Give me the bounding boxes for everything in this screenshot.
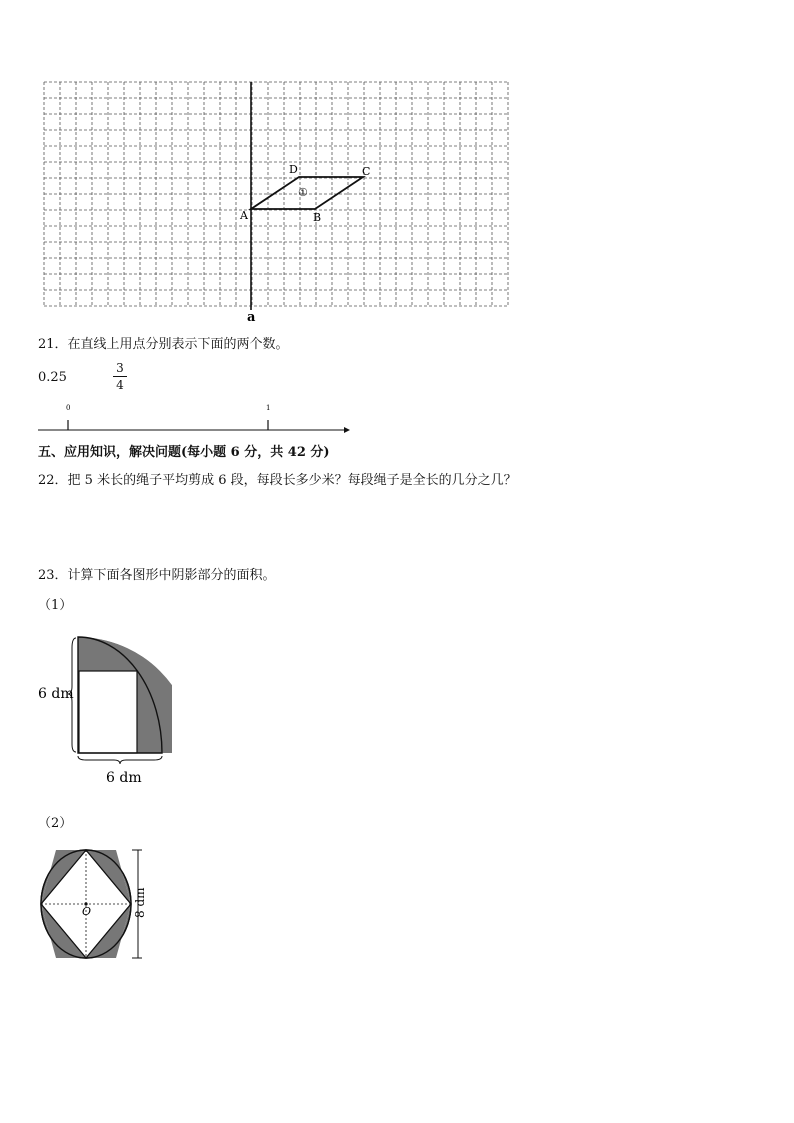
fig2-side-label: 8 dm [133,887,147,918]
grid-figure [40,78,512,322]
point-c-label: C [362,165,371,178]
number-line-arrow [344,427,350,433]
q21-fraction [113,361,127,392]
point-a-label: A [240,209,248,222]
q21-number-decimal: 0.25 [38,370,67,385]
q23-text: 23．计算下面各图形中阴影部分的面积。 [38,568,276,583]
fig1-bottom-label: 6 dm [106,770,142,786]
line-a-label: a [247,310,256,322]
number-line [36,400,352,436]
figure-2-circle [38,842,150,962]
inner-square [79,671,137,753]
q22-text: 22．把 5 米长的绳子平均剪成 6 段，每段长多少米？每段绳子是全长的几分之几？ [38,473,517,488]
section5-title: 五、应用知识，解决问题(每小题 6 分，共 42 分) [38,445,330,460]
q23-part1-label: （1） [38,598,73,613]
center-label: O [82,905,92,918]
tick-1-label: 1 [266,404,271,412]
fraction-numerator: 3 [116,361,124,375]
bottom-brace [78,756,162,764]
point-d-label: D [289,163,298,176]
fraction-denominator: 4 [116,378,124,392]
q21-text: 21．在直线上用点分别表示下面的两个数。 [38,337,289,352]
q23-part2-label: （2） [38,816,73,831]
fig1-side-label: 6 dm [38,686,74,702]
shape-number: ① [298,186,308,199]
point-b-label: B [313,211,322,224]
grid-lines [44,82,508,306]
fraction-bar [113,376,127,377]
tick-0-label: 0 [66,404,71,412]
figure-1-quarter-circle [36,628,172,790]
